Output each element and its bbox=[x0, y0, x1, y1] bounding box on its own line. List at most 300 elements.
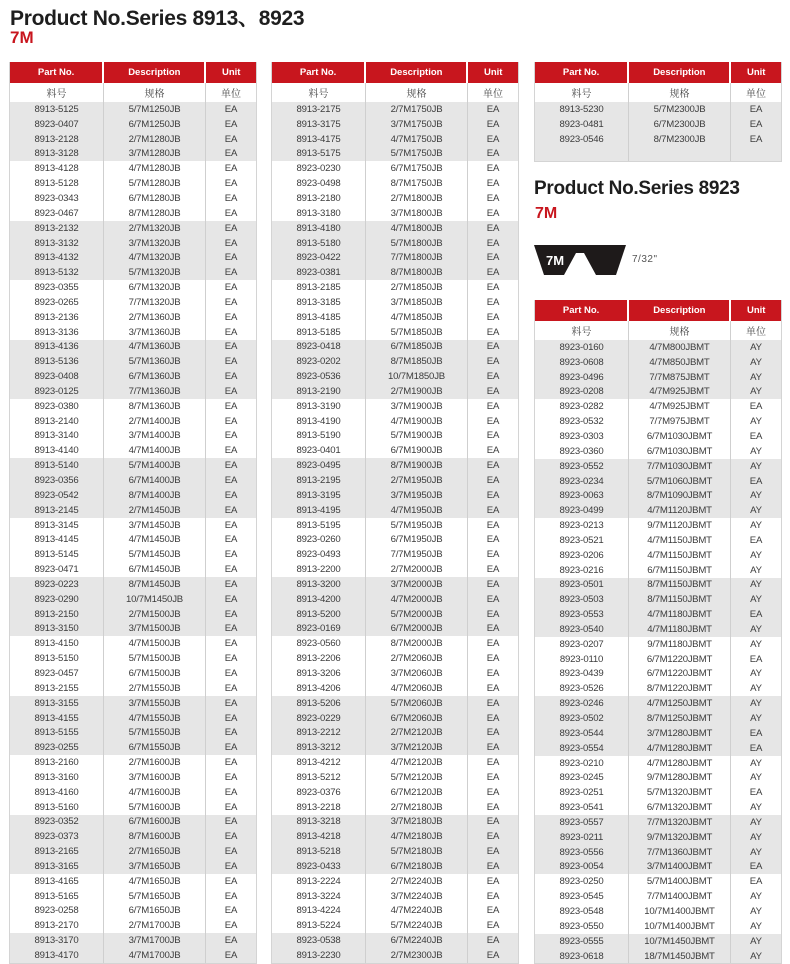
description-cell: 6/7M1250JB bbox=[104, 117, 206, 132]
unit-cell: EA bbox=[486, 252, 500, 264]
table-row bbox=[272, 577, 518, 592]
unit-cell: EA bbox=[486, 742, 500, 754]
table-row bbox=[535, 488, 781, 503]
part-no-cell: 8923-0290 bbox=[10, 592, 104, 607]
part-no-cell: 8913-5200 bbox=[272, 607, 366, 622]
table-row bbox=[272, 206, 518, 221]
description-cell: 5/7M1950JB bbox=[366, 518, 468, 533]
description-cell: 3/7M1750JB bbox=[366, 117, 468, 132]
table-row bbox=[272, 280, 518, 295]
description-cell: 6/7M2000JB bbox=[366, 622, 468, 637]
table-row bbox=[535, 904, 781, 919]
table-row bbox=[10, 636, 256, 651]
description-cell: 2/7M1450JB bbox=[104, 503, 206, 518]
description-cell: 6/7M1950JB bbox=[366, 532, 468, 547]
description-cell: 5/7M1800JB bbox=[366, 236, 468, 251]
table-row bbox=[535, 117, 781, 132]
unit-cn-header: 单位 bbox=[746, 89, 766, 100]
description-cell: 4/7M1450JB bbox=[104, 532, 206, 547]
part-no-cell: 8923-0213 bbox=[535, 518, 629, 533]
table-row bbox=[10, 443, 256, 458]
description-cell: 4/7M925JBMT bbox=[629, 385, 731, 400]
table-row bbox=[10, 176, 256, 191]
part-no-cell: 8923-0234 bbox=[535, 474, 629, 489]
unit-cell: EA bbox=[486, 653, 500, 665]
unit-cell: EA bbox=[224, 460, 238, 472]
table-row bbox=[535, 830, 781, 845]
description-cell: 2/7M1550JB bbox=[104, 681, 206, 696]
unit-cell: EA bbox=[486, 282, 500, 294]
table-row bbox=[10, 399, 256, 414]
part-no-cell: 8923-0211 bbox=[535, 830, 629, 845]
table-header bbox=[535, 62, 781, 83]
unit-cell: EA bbox=[224, 771, 238, 783]
unit-cell: EA bbox=[224, 846, 238, 858]
part-no-cell: 8913-3160 bbox=[10, 770, 104, 785]
description-cell: 4/7M2060JB bbox=[366, 681, 468, 696]
table-row bbox=[535, 711, 781, 726]
description-cell: 10/7M1400JBMT bbox=[629, 919, 731, 934]
part-no-cell: 8923-0054 bbox=[535, 860, 629, 875]
unit-cell: EA bbox=[224, 489, 238, 501]
table-row bbox=[10, 206, 256, 221]
description-cell: 9/7M1320JBMT bbox=[629, 830, 731, 845]
unit-cell: EA bbox=[224, 103, 238, 115]
table-row bbox=[10, 666, 256, 681]
table-row bbox=[272, 176, 518, 191]
part-no-cell: 8913-4185 bbox=[272, 310, 366, 325]
parts-table-1 bbox=[9, 62, 257, 964]
unit-cell: EA bbox=[486, 831, 500, 843]
description-cell: 6/7M1400JB bbox=[104, 473, 206, 488]
description-cell: 6/7M1030JBMT bbox=[629, 444, 731, 459]
unit-cell: AY bbox=[750, 905, 762, 917]
part-no-cell: 8913-4150 bbox=[10, 636, 104, 651]
part-no-cell: 8923-0540 bbox=[535, 622, 629, 637]
part-no-cell: 8913-2155 bbox=[10, 681, 104, 696]
table-row bbox=[535, 414, 781, 429]
part-no-cell: 8913-2150 bbox=[10, 607, 104, 622]
part-no-cell: 8913-2140 bbox=[10, 414, 104, 429]
unit-cell: EA bbox=[224, 504, 238, 516]
unit-cell: EA bbox=[224, 430, 238, 442]
parts-table-3 bbox=[534, 62, 782, 162]
table-row bbox=[10, 800, 256, 815]
part-no-cell: 8913-2180 bbox=[272, 191, 366, 206]
description-cell: 6/7M2060JB bbox=[366, 711, 468, 726]
part-no-cell: 8913-2145 bbox=[10, 503, 104, 518]
part-no-cell: 8913-3145 bbox=[10, 518, 104, 533]
part-no-cell: 8913-2212 bbox=[272, 725, 366, 740]
description-cell: 6/7M1450JB bbox=[104, 562, 206, 577]
unit-cell: EA bbox=[486, 860, 500, 872]
part-no-cell: 8923-0282 bbox=[535, 399, 629, 414]
unit-cell: EA bbox=[486, 192, 500, 204]
part-no-cell: 8923-0556 bbox=[535, 845, 629, 860]
table-row bbox=[272, 532, 518, 547]
unit-cell: AY bbox=[750, 341, 762, 353]
part-no-cell: 8923-0467 bbox=[10, 206, 104, 221]
part-no-cell: 8923-0532 bbox=[535, 414, 629, 429]
description-cell: 8/7M1450JB bbox=[104, 577, 206, 592]
part-no-cell: 8923-0552 bbox=[535, 459, 629, 474]
description-cell: 7/7M1950JB bbox=[366, 547, 468, 562]
part-no-cell: 8923-0544 bbox=[535, 726, 629, 741]
unit-cell: EA bbox=[224, 252, 238, 264]
unit-cell: EA bbox=[486, 771, 500, 783]
description-cell: 8/7M1250JBMT bbox=[629, 711, 731, 726]
unit-cell: EA bbox=[486, 400, 500, 412]
part-no-cell: 8923-0216 bbox=[535, 563, 629, 578]
unit-cell: EA bbox=[749, 534, 763, 546]
description-cell: 2/7M1320JB bbox=[104, 221, 206, 236]
description-cell: 5/7M1360JB bbox=[104, 354, 206, 369]
description-cell: 6/7M1650JB bbox=[104, 904, 206, 919]
part-no-cell: 8923-0457 bbox=[10, 666, 104, 681]
table-row bbox=[535, 474, 781, 489]
unit-cell: EA bbox=[486, 727, 500, 739]
unit-cell: EA bbox=[486, 786, 500, 798]
part-no-cell: 8923-0206 bbox=[535, 548, 629, 563]
part-no-header: Part No. bbox=[535, 62, 629, 83]
table-row bbox=[10, 681, 256, 696]
table-row bbox=[10, 785, 256, 800]
part-no-cell: 8923-0521 bbox=[535, 533, 629, 548]
unit-cell: EA bbox=[486, 430, 500, 442]
unit-cell: AY bbox=[750, 460, 762, 472]
part-no-cell: 8923-0303 bbox=[535, 429, 629, 444]
part-no-cell: 8913-5175 bbox=[272, 147, 366, 162]
description-cell: 8/7M1280JB bbox=[104, 206, 206, 221]
part-no-cell: 8913-2200 bbox=[272, 562, 366, 577]
table-row bbox=[272, 904, 518, 919]
unit-cell: EA bbox=[224, 564, 238, 576]
part-no-cell: 8913-5195 bbox=[272, 518, 366, 533]
part-no-cell: 8913-4218 bbox=[272, 829, 366, 844]
table-row bbox=[535, 355, 781, 370]
description-cell: 18/7M1450JBMT bbox=[629, 949, 731, 964]
table-row bbox=[535, 681, 781, 696]
part-no-cell: 8923-0618 bbox=[535, 949, 629, 964]
table-row bbox=[535, 845, 781, 860]
table-row bbox=[272, 651, 518, 666]
description-cell: 2/7M1400JB bbox=[104, 414, 206, 429]
part-no-cell: 8923-0210 bbox=[535, 756, 629, 771]
table-row bbox=[272, 874, 518, 889]
description-cell: 4/7M1280JB bbox=[104, 161, 206, 176]
unit-cell: AY bbox=[750, 668, 762, 680]
part-no-cell: 8923-0608 bbox=[535, 355, 629, 370]
part-no-cell: 8923-0546 bbox=[535, 132, 629, 147]
part-no-cell: 8913-5212 bbox=[272, 770, 366, 785]
unit-cell: EA bbox=[749, 876, 763, 888]
part-no-cell: 8923-0496 bbox=[535, 370, 629, 385]
table-row bbox=[535, 741, 781, 756]
part-no-cell: 8923-0493 bbox=[272, 547, 366, 562]
part-no-cell: 8913-2206 bbox=[272, 651, 366, 666]
table-row bbox=[272, 785, 518, 800]
part-no-cell: 8913-5218 bbox=[272, 844, 366, 859]
description-cell: 8/7M1400JB bbox=[104, 488, 206, 503]
description-cell: 6/7M2240JB bbox=[366, 933, 468, 948]
table-subheader bbox=[272, 83, 518, 102]
table-row bbox=[272, 473, 518, 488]
unit-cell: EA bbox=[486, 148, 500, 160]
table-row bbox=[272, 740, 518, 755]
part-no-cell: 8923-0245 bbox=[535, 770, 629, 785]
table-row bbox=[272, 503, 518, 518]
description-cell: 4/7M1750JB bbox=[366, 132, 468, 147]
description-cell: 4/7M925JBMT bbox=[629, 399, 731, 414]
description-cell: 8/7M1900JB bbox=[366, 458, 468, 473]
description-cell: 8/7M1800JB bbox=[366, 265, 468, 280]
part-no-cell: 8913-5125 bbox=[10, 102, 104, 117]
unit-cell: EA bbox=[486, 356, 500, 368]
table-row bbox=[10, 191, 256, 206]
table-row bbox=[10, 547, 256, 562]
table-row bbox=[535, 622, 781, 637]
part-no-cell: 8923-0355 bbox=[10, 280, 104, 295]
unit-cell: AY bbox=[750, 386, 762, 398]
part-no-cell: 8913-5206 bbox=[272, 696, 366, 711]
description-cn-header: 规格 bbox=[629, 83, 731, 102]
description-cell: 4/7M1550JB bbox=[104, 711, 206, 726]
table-row bbox=[272, 458, 518, 473]
part-no-cell: 8923-0381 bbox=[272, 265, 366, 280]
part-no-cell: 8923-0498 bbox=[272, 176, 366, 191]
unit-cell: EA bbox=[486, 534, 500, 546]
table-row bbox=[272, 770, 518, 785]
table-row bbox=[535, 533, 781, 548]
part-no-cell: 8923-0548 bbox=[535, 904, 629, 919]
unit-cell: EA bbox=[224, 860, 238, 872]
description-cell: 6/7M1220JBMT bbox=[629, 652, 731, 667]
table-row bbox=[10, 815, 256, 830]
unit-cell: EA bbox=[486, 712, 500, 724]
description-cell: 3/7M1400JB bbox=[104, 429, 206, 444]
table-row bbox=[10, 829, 256, 844]
part-no-cell: 8923-0503 bbox=[535, 592, 629, 607]
description-cell: 3/7M1950JB bbox=[366, 488, 468, 503]
unit-cell: EA bbox=[224, 950, 238, 962]
description-cn-header: 规格 bbox=[104, 83, 206, 102]
part-no-cell: 8913-4195 bbox=[272, 503, 366, 518]
part-no-cell: 8923-0258 bbox=[10, 904, 104, 919]
unit-cell: AY bbox=[750, 698, 762, 710]
part-no-cell: 8913-5145 bbox=[10, 547, 104, 562]
description-cell: 3/7M2120JB bbox=[366, 740, 468, 755]
unit-cell: EA bbox=[486, 385, 500, 397]
table-row bbox=[272, 369, 518, 384]
table-row bbox=[10, 354, 256, 369]
unit-cell: AY bbox=[750, 713, 762, 725]
part-no-cell: 8923-0373 bbox=[10, 829, 104, 844]
description-cell: 2/7M2240JB bbox=[366, 874, 468, 889]
unit-cell: EA bbox=[486, 237, 500, 249]
table-row bbox=[272, 607, 518, 622]
description-cell: 3/7M1280JBMT bbox=[629, 726, 731, 741]
part-no-cell: 8913-4160 bbox=[10, 785, 104, 800]
description-cell: 8/7M1850JB bbox=[366, 354, 468, 369]
unit-cell: EA bbox=[486, 103, 500, 115]
part-no-cell: 8913-4128 bbox=[10, 161, 104, 176]
unit-cell: EA bbox=[486, 445, 500, 457]
table-row bbox=[535, 949, 781, 964]
description-cell: 10/7M1850JB bbox=[366, 369, 468, 384]
unit-cell: EA bbox=[224, 400, 238, 412]
unit-cell: EA bbox=[224, 905, 238, 917]
description-cell: 3/7M1800JB bbox=[366, 206, 468, 221]
description-cell: 2/7M1600JB bbox=[104, 755, 206, 770]
unit-cell: EA bbox=[486, 905, 500, 917]
description-cell: 5/7M1280JB bbox=[104, 176, 206, 191]
description-cell: 5/7M1400JBMT bbox=[629, 874, 731, 889]
part-no-cell: 8923-0260 bbox=[272, 532, 366, 547]
description-cell: 5/7M1900JB bbox=[366, 429, 468, 444]
description-cell: 4/7M1650JB bbox=[104, 874, 206, 889]
unit-cell: EA bbox=[486, 608, 500, 620]
unit-cell: AY bbox=[750, 594, 762, 606]
unit-cell: EA bbox=[224, 890, 238, 902]
table-row bbox=[535, 399, 781, 414]
unit-cell: EA bbox=[486, 623, 500, 635]
part-no-cell: 8923-0229 bbox=[272, 711, 366, 726]
part-no-cell: 8923-0495 bbox=[272, 458, 366, 473]
part-no-cell: 8913-4132 bbox=[10, 250, 104, 265]
description-cell: 5/7M2000JB bbox=[366, 607, 468, 622]
table-row bbox=[10, 280, 256, 295]
unit-cell: EA bbox=[486, 163, 500, 175]
part-no-cell: 8913-4165 bbox=[10, 874, 104, 889]
description-cell: 3/7M1850JB bbox=[366, 295, 468, 310]
description-cell: 4/7M1850JB bbox=[366, 310, 468, 325]
part-no-cell: 8913-3206 bbox=[272, 666, 366, 681]
description-cell: 8/7M1750JB bbox=[366, 176, 468, 191]
table-row bbox=[272, 933, 518, 948]
part-no-cell: 8923-0352 bbox=[10, 815, 104, 830]
description-cell: 7/7M1320JBMT bbox=[629, 815, 731, 830]
table-row bbox=[535, 607, 781, 622]
part-no-cell: 8923-0545 bbox=[535, 889, 629, 904]
description-cell: 3/7M1700JB bbox=[104, 933, 206, 948]
part-no-cell: 8913-2175 bbox=[272, 102, 366, 117]
part-no-cell: 8913-4206 bbox=[272, 681, 366, 696]
description-cell: 3/7M1400JBMT bbox=[629, 860, 731, 875]
part-no-cell: 8923-0246 bbox=[535, 696, 629, 711]
table-row bbox=[10, 340, 256, 355]
part-no-cell: 8913-3218 bbox=[272, 815, 366, 830]
table-row bbox=[10, 429, 256, 444]
description-cell: 2/7M1650JB bbox=[104, 844, 206, 859]
part-no-cell: 8923-0408 bbox=[10, 369, 104, 384]
part-no-cell: 8913-2224 bbox=[272, 874, 366, 889]
description-cell: 3/7M2240JB bbox=[366, 889, 468, 904]
description-cell: 6/7M2120JB bbox=[366, 785, 468, 800]
unit-cell: AY bbox=[750, 520, 762, 532]
part-no-cell: 8923-0407 bbox=[10, 117, 104, 132]
description-cell: 4/7M2000JB bbox=[366, 592, 468, 607]
parts-table-4 bbox=[534, 300, 782, 964]
description-cell: 5/7M2180JB bbox=[366, 844, 468, 859]
unit-cell: AY bbox=[750, 683, 762, 695]
part-no-cell: 8923-0433 bbox=[272, 859, 366, 874]
table-row bbox=[272, 918, 518, 933]
unit-cell: EA bbox=[486, 519, 500, 531]
table-row bbox=[10, 622, 256, 637]
description-cell: 6/7M1500JB bbox=[104, 666, 206, 681]
part-no-cell: 8923-0265 bbox=[10, 295, 104, 310]
unit-cell: EA bbox=[486, 578, 500, 590]
unit-cell: EA bbox=[486, 267, 500, 279]
unit-cell: EA bbox=[486, 296, 500, 308]
unit-header: Unit bbox=[746, 67, 766, 78]
description-cell: 8/7M2300JB bbox=[629, 132, 731, 147]
part-no-cell: 8913-4190 bbox=[272, 414, 366, 429]
unit-cell: EA bbox=[224, 282, 238, 294]
part-no-cell: 8913-3212 bbox=[272, 740, 366, 755]
unit-cell: EA bbox=[224, 519, 238, 531]
part-no-cell: 8913-5160 bbox=[10, 800, 104, 815]
description-cell: 6/7M1850JB bbox=[366, 340, 468, 355]
description-cell: 3/7M1450JB bbox=[104, 518, 206, 533]
unit-cell: EA bbox=[224, 742, 238, 754]
section-subtitle: 7M bbox=[535, 205, 558, 222]
table-row bbox=[535, 444, 781, 459]
description-cell: 2/7M1950JB bbox=[366, 473, 468, 488]
table-row bbox=[10, 369, 256, 384]
description-cell: 4/7M1360JB bbox=[104, 340, 206, 355]
part-no-cell: 8923-0418 bbox=[272, 340, 366, 355]
table-row bbox=[535, 340, 781, 355]
part-no-cell: 8923-0555 bbox=[535, 934, 629, 949]
table-row bbox=[272, 147, 518, 162]
unit-cell: EA bbox=[486, 875, 500, 887]
description-cell: 5/7M2240JB bbox=[366, 918, 468, 933]
unit-cell: EA bbox=[224, 608, 238, 620]
part-no-cell: 8923-0376 bbox=[272, 785, 366, 800]
unit-cell: EA bbox=[749, 475, 763, 487]
description-cell: 5/7M1850JB bbox=[366, 325, 468, 340]
table-row bbox=[10, 740, 256, 755]
unit-cell: AY bbox=[750, 950, 762, 962]
table-row bbox=[272, 547, 518, 562]
table-row bbox=[535, 637, 781, 652]
table-row bbox=[10, 221, 256, 236]
unit-cell: EA bbox=[224, 667, 238, 679]
table-header bbox=[272, 62, 518, 83]
part-no-cell: 8913-2165 bbox=[10, 844, 104, 859]
table-subheader bbox=[535, 321, 781, 340]
unit-cell: EA bbox=[749, 609, 763, 621]
unit-cell: AY bbox=[750, 445, 762, 457]
table-row bbox=[272, 859, 518, 874]
part-no-cell: 8913-5128 bbox=[10, 176, 104, 191]
part-no-cell: 8913-3136 bbox=[10, 325, 104, 340]
table-row bbox=[10, 325, 256, 340]
description-cell: 2/7M1850JB bbox=[366, 280, 468, 295]
unit-cell: EA bbox=[224, 148, 238, 160]
description-cn-header: 规格 bbox=[629, 321, 731, 340]
description-cell: 5/7M1250JB bbox=[104, 102, 206, 117]
description-cell: 3/7M1900JB bbox=[366, 399, 468, 414]
unit-cn-header: 单位 bbox=[483, 89, 503, 100]
description-cell: 4/7M1400JB bbox=[104, 443, 206, 458]
table-row bbox=[10, 458, 256, 473]
part-no-cell: 8913-2128 bbox=[10, 132, 104, 147]
belt-size: 7/32" bbox=[632, 254, 658, 265]
description-cell: 6/7M1750JB bbox=[366, 161, 468, 176]
part-no-cell: 8923-0542 bbox=[10, 488, 104, 503]
